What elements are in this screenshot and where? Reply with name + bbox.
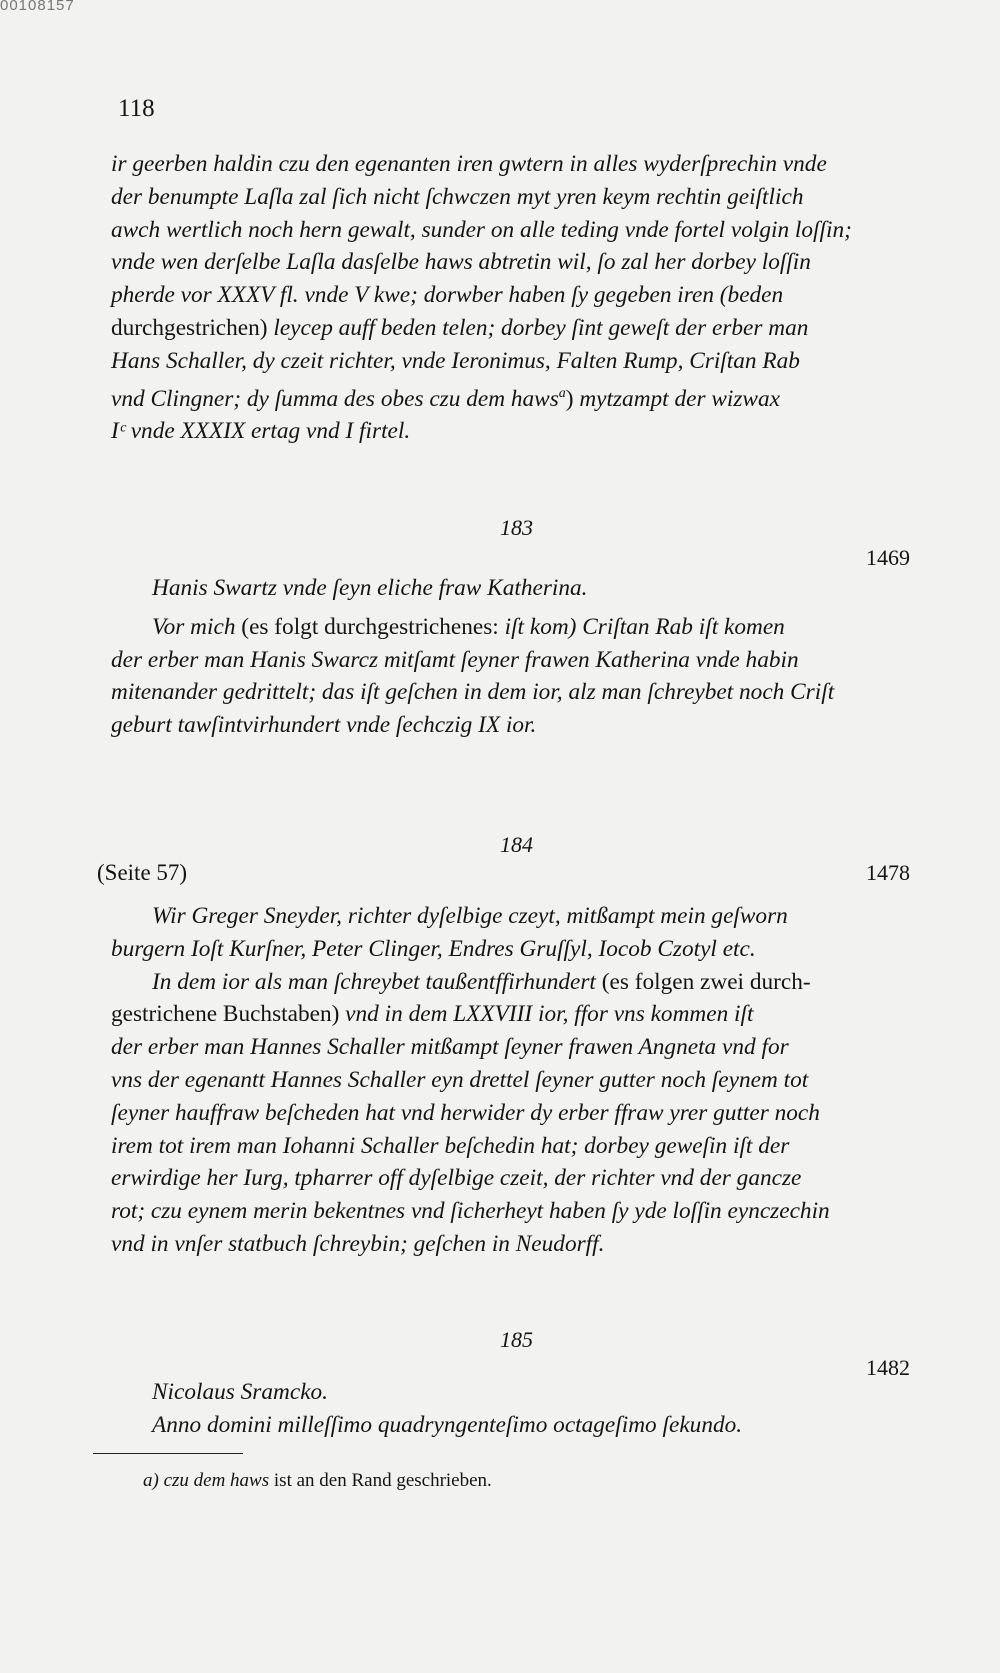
- text-line: Iᶜ vnde XXXIX ertag vnd I firtel.: [111, 418, 411, 445]
- footnote-ref: a: [558, 385, 566, 401]
- text-line: der benumpte Laſla zal ſich nicht ſchwczen myt yren keym rechtin geiſtlich: [111, 183, 804, 210]
- italic-text: In dem ior als man ſchreybet taußentffirhundert: [152, 968, 596, 995]
- text-line: vnd in vnſer statbuch ſchreybin; geſchen in Neudorff.: [111, 1230, 605, 1257]
- entry-184: [111, 900, 931, 1261]
- entry-heading: Hanis Swartz vnde ſeyn eliche fraw Katherina.: [152, 575, 588, 601]
- text-line: Hans Schaller, dy czeit richter, vnde Ieronimus, Falten Rump, Criſtan Rab: [111, 347, 800, 374]
- footnote: [143, 1470, 492, 1492]
- entry-185: [111, 1376, 931, 1442]
- roman-text: gestrichene Buchstaben): [111, 1001, 340, 1028]
- text-line: ir geerben haldin czu den egenanten iren gwtern in alles wyderſprechin vnde: [111, 151, 827, 177]
- italic-text: iſt kom): [504, 613, 577, 640]
- text-line: vns der egenantt Hannes Schaller eyn drettel ſeyner gutter noch ſeynem tot: [111, 1066, 809, 1093]
- text-line: Anno domini milleſſimo quadryngenteſimo octageſimo ſekundo.: [152, 1411, 743, 1438]
- text-line: [111, 966, 931, 999]
- roman-text: durchgestrichen): [111, 314, 268, 341]
- text-line: der erber man Hanis Swarcz mitſamt ſeyner frawen Katherina vnde habin: [111, 646, 799, 673]
- text-line: mitenander gedrittelt; das iſt geſchen in dem ior, alz man ſchreybet noch Criſt: [111, 679, 835, 706]
- roman-text: ): [565, 385, 574, 412]
- italic-text: vnd in dem LXXVIII ior, ffor vns kommen iſt: [339, 1001, 754, 1028]
- entry-number: 183: [500, 515, 533, 540]
- text-line: [111, 611, 931, 644]
- text-line: [111, 378, 931, 416]
- text-line: awch wertlich noch hern gewalt, sunder on alle teding vnde fortel volgin loſſin;: [111, 216, 852, 243]
- italic-text: Criſtan Rab iſt komen: [576, 613, 785, 640]
- page-number: 118: [118, 95, 155, 122]
- text-line: [111, 312, 931, 345]
- entry-number: 185: [500, 1327, 533, 1352]
- italic-text: leycep auff beden telen; dorbey ſint geweſt der erber man: [267, 314, 809, 341]
- text-line: pherde vor XXXV fl. vnde V kwe; dorwber haben ſy gegeben iren (beden: [111, 282, 784, 309]
- page-reference: (Seite 57): [97, 860, 188, 885]
- entry-183: [111, 572, 931, 742]
- footnote-marker: a): [143, 1470, 159, 1491]
- text-line: burgern Ioſt Kurſner, Peter Clinger, Endres Gruſſyl, Iocob Czotyl etc.: [111, 935, 756, 962]
- entry-year: 1478: [866, 860, 910, 885]
- text-line: irem tot irem man Iohanni Schaller beſchedin hat; dorbey geweſin iſt der: [111, 1132, 790, 1159]
- text-line: rot; czu eynem merin bekentnes vnd ſicherheyt haben ſy yde loſſin eynczechin: [111, 1198, 830, 1225]
- entry-heading: Nicolaus Sramcko.: [152, 1379, 329, 1405]
- text-line: vnde wen derſelbe Laſla dasſelbe haws abtretin wil, ſo zal her dorbey loſſin: [111, 249, 811, 276]
- text-line: erwirdige her Iurg, tpharrer off dyſelbige czeit, der richter vnd der gancze: [111, 1165, 802, 1192]
- entry-number: 184: [500, 832, 533, 857]
- roman-text: ist an den Rand geschrieben.: [269, 1470, 492, 1491]
- italic-text: czu dem haws: [158, 1470, 270, 1491]
- intro-paragraph: [111, 148, 931, 448]
- roman-text: (es folgen zwei durch-: [595, 968, 811, 995]
- italic-text: vnd Clingner; dy ſumma des obes czu dem haws: [111, 385, 559, 412]
- entry-year: 1482: [866, 1355, 910, 1380]
- text-line: [111, 998, 931, 1031]
- footnote-rule: [93, 1453, 243, 1454]
- roman-text: (es folgt durchgestrichenes:: [235, 613, 505, 640]
- italic-text: mytzampt der wizwax: [573, 385, 780, 412]
- text-line: ſeyner hauffraw beſcheden hat vnd herwider dy erber ffraw yrer gutter noch: [111, 1099, 820, 1126]
- text-line: der erber man Hannes Schaller mitßampt ſeyner frawen Angneta vnd for: [111, 1034, 789, 1061]
- text-line: Wir Greger Sneyder, richter dyſelbige czeyt, mitßampt mein geſworn: [152, 903, 788, 929]
- text-line: geburt tawſintvirhundert vnde ſechczig IX ior.: [111, 712, 537, 739]
- scan-marks: 00108157: [0, 0, 75, 14]
- entry-year: 1469: [866, 545, 910, 570]
- italic-text: Vor mich: [152, 613, 236, 640]
